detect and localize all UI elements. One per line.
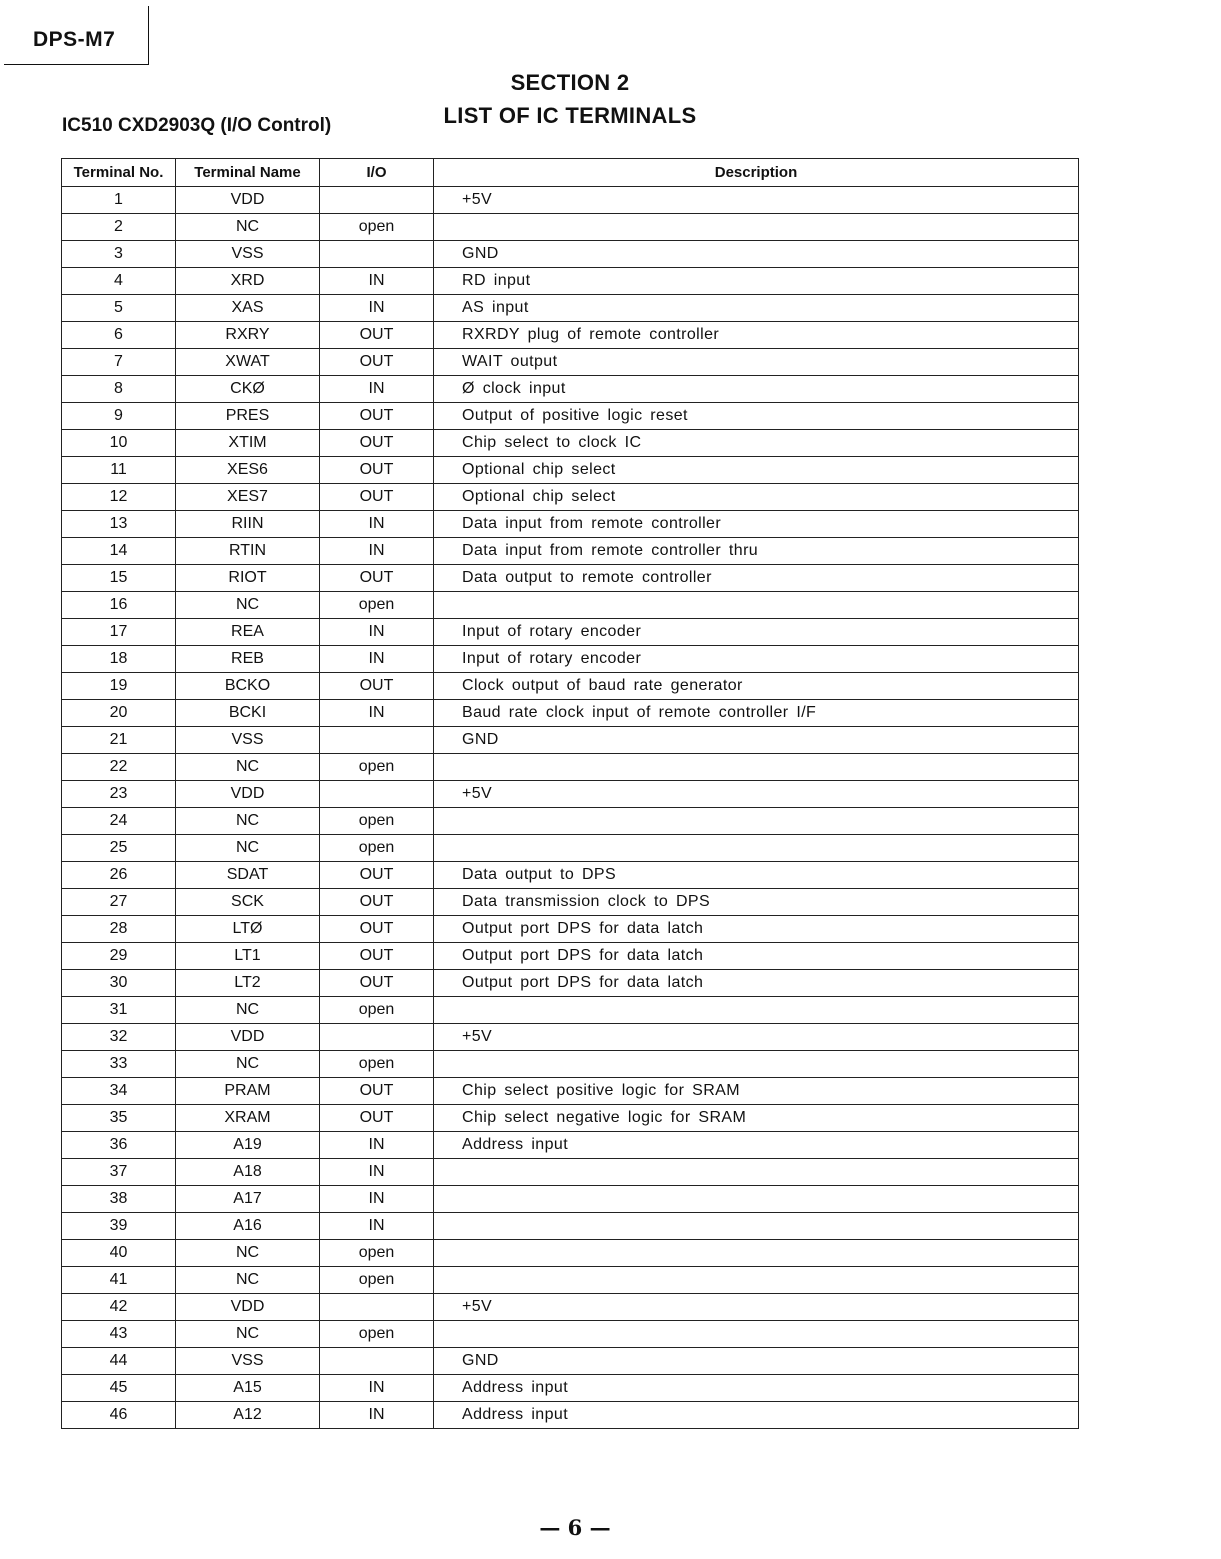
io-cell: open <box>320 1051 434 1078</box>
description-cell <box>434 808 1079 835</box>
io-cell: OUT <box>320 943 434 970</box>
terminal-no-cell: 22 <box>62 754 176 781</box>
terminal-name-cell: LT2 <box>176 970 320 997</box>
terminal-no-cell: 14 <box>62 538 176 565</box>
terminal-no-cell: 8 <box>62 376 176 403</box>
terminal-name-cell: NC <box>176 1267 320 1294</box>
io-cell: OUT <box>320 322 434 349</box>
terminal-name-cell: REA <box>176 619 320 646</box>
description-cell: GND <box>434 727 1079 754</box>
io-cell: OUT <box>320 1105 434 1132</box>
io-cell: OUT <box>320 430 434 457</box>
description-cell: Data transmission clock to DPS <box>434 889 1079 916</box>
io-cell: OUT <box>320 1078 434 1105</box>
description-cell <box>434 592 1079 619</box>
terminal-no-cell: 23 <box>62 781 176 808</box>
description-cell: Data input from remote controller <box>434 511 1079 538</box>
io-cell: IN <box>320 700 434 727</box>
terminal-name-cell: RXRY <box>176 322 320 349</box>
terminal-no-cell: 36 <box>62 1132 176 1159</box>
table-row <box>62 322 1079 349</box>
ic-terminals-table <box>61 158 1079 1429</box>
io-cell: OUT <box>320 862 434 889</box>
table-row <box>62 1375 1079 1402</box>
description-cell: AS input <box>434 295 1079 322</box>
io-cell <box>320 1348 434 1375</box>
terminal-name-cell: VDD <box>176 1024 320 1051</box>
terminal-name-cell: VDD <box>176 781 320 808</box>
table-header-row <box>62 159 1079 187</box>
io-cell: IN <box>320 1213 434 1240</box>
table-row <box>62 1402 1079 1429</box>
table-row <box>62 727 1079 754</box>
terminal-no-cell: 10 <box>62 430 176 457</box>
io-cell: OUT <box>320 565 434 592</box>
table-row <box>62 565 1079 592</box>
terminal-no-cell: 30 <box>62 970 176 997</box>
description-cell: +5V <box>434 187 1079 214</box>
terminal-no-cell: 12 <box>62 484 176 511</box>
terminal-name-cell: XES6 <box>176 457 320 484</box>
section-title: LIST OF IC TERMINALS <box>443 103 697 128</box>
terminal-name-cell: REB <box>176 646 320 673</box>
terminal-no-cell: 41 <box>62 1267 176 1294</box>
table-row <box>62 1159 1079 1186</box>
io-cell: open <box>320 1240 434 1267</box>
terminal-name-cell: NC <box>176 997 320 1024</box>
terminal-no-cell: 7 <box>62 349 176 376</box>
io-cell: OUT <box>320 916 434 943</box>
description-cell <box>434 1051 1079 1078</box>
section-number: SECTION 2 <box>510 70 630 95</box>
terminal-no-cell: 42 <box>62 1294 176 1321</box>
table-row <box>62 1240 1079 1267</box>
io-cell: OUT <box>320 484 434 511</box>
terminal-no-cell: 29 <box>62 943 176 970</box>
table-row <box>62 1186 1079 1213</box>
table-row <box>62 1078 1079 1105</box>
terminal-no-cell: 38 <box>62 1186 176 1213</box>
table-row <box>62 484 1079 511</box>
io-cell: open <box>320 1267 434 1294</box>
table-row <box>62 295 1079 322</box>
io-cell: open <box>320 592 434 619</box>
io-cell: IN <box>320 1186 434 1213</box>
header-terminal-name: Terminal Name <box>176 159 320 187</box>
io-cell: open <box>320 754 434 781</box>
io-cell <box>320 727 434 754</box>
table-row <box>62 781 1079 808</box>
table-row <box>62 646 1079 673</box>
table-row <box>62 187 1079 214</box>
table-row <box>62 592 1079 619</box>
terminal-no-cell: 28 <box>62 916 176 943</box>
terminal-name-cell: SCK <box>176 889 320 916</box>
terminal-no-cell: 9 <box>62 403 176 430</box>
io-cell <box>320 241 434 268</box>
terminal-name-cell: XES7 <box>176 484 320 511</box>
terminal-no-cell: 32 <box>62 1024 176 1051</box>
description-cell: RXRDY plug of remote controller <box>434 322 1079 349</box>
ic-title: IC510 CXD2903Q (I/O Control) <box>62 115 332 136</box>
table-row <box>62 268 1079 295</box>
table-row <box>62 1294 1079 1321</box>
table-row <box>62 997 1079 1024</box>
description-cell: Input of rotary encoder <box>434 619 1079 646</box>
description-cell: Chip select to clock IC <box>434 430 1079 457</box>
table-row <box>62 808 1079 835</box>
terminal-name-cell: NC <box>176 808 320 835</box>
terminal-no-cell: 34 <box>62 1078 176 1105</box>
terminal-no-cell: 35 <box>62 1105 176 1132</box>
table-row <box>62 1348 1079 1375</box>
terminal-name-cell: BCKI <box>176 700 320 727</box>
description-cell: Address input <box>434 1402 1079 1429</box>
description-cell: Ø clock input <box>434 376 1079 403</box>
terminal-name-cell: A15 <box>176 1375 320 1402</box>
description-cell <box>434 1321 1079 1348</box>
io-cell: IN <box>320 1375 434 1402</box>
terminal-name-cell: VSS <box>176 727 320 754</box>
description-cell: Output of positive logic reset <box>434 403 1079 430</box>
terminal-name-cell: A18 <box>176 1159 320 1186</box>
terminal-name-cell: A19 <box>176 1132 320 1159</box>
terminal-name-cell: XWAT <box>176 349 320 376</box>
description-cell: WAIT output <box>434 349 1079 376</box>
table-row <box>62 916 1079 943</box>
terminal-no-cell: 25 <box>62 835 176 862</box>
terminal-name-cell: BCKO <box>176 673 320 700</box>
terminal-name-cell: VDD <box>176 1294 320 1321</box>
io-cell: OUT <box>320 889 434 916</box>
description-cell: Baud rate clock input of remote controller I/F <box>434 700 1079 727</box>
table-row <box>62 862 1079 889</box>
terminal-name-cell: A17 <box>176 1186 320 1213</box>
io-cell: open <box>320 997 434 1024</box>
terminal-no-cell: 44 <box>62 1348 176 1375</box>
io-cell: IN <box>320 619 434 646</box>
terminal-no-cell: 20 <box>62 700 176 727</box>
header-description: Description <box>434 159 1079 187</box>
terminal-no-cell: 45 <box>62 1375 176 1402</box>
table-row <box>62 457 1079 484</box>
description-cell: +5V <box>434 1294 1079 1321</box>
terminal-name-cell: VDD <box>176 187 320 214</box>
terminal-name-cell: RIIN <box>176 511 320 538</box>
terminal-name-cell: A12 <box>176 1402 320 1429</box>
terminal-name-cell: PRES <box>176 403 320 430</box>
terminal-name-cell: VSS <box>176 1348 320 1375</box>
terminal-name-cell: XAS <box>176 295 320 322</box>
terminal-no-cell: 2 <box>62 214 176 241</box>
io-cell <box>320 781 434 808</box>
table-row <box>62 754 1079 781</box>
terminal-no-cell: 17 <box>62 619 176 646</box>
description-cell: Optional chip select <box>434 484 1079 511</box>
description-cell: Optional chip select <box>434 457 1079 484</box>
terminal-no-cell: 37 <box>62 1159 176 1186</box>
terminal-no-cell: 31 <box>62 997 176 1024</box>
io-cell: open <box>320 214 434 241</box>
description-cell: GND <box>434 241 1079 268</box>
terminal-name-cell: NC <box>176 1051 320 1078</box>
description-cell: Chip select positive logic for SRAM <box>434 1078 1079 1105</box>
table-row <box>62 673 1079 700</box>
io-cell: IN <box>320 295 434 322</box>
io-cell: IN <box>320 646 434 673</box>
terminal-name-cell: PRAM <box>176 1078 320 1105</box>
terminal-name-cell: VSS <box>176 241 320 268</box>
description-cell: Clock output of baud rate generator <box>434 673 1079 700</box>
terminal-no-cell: 15 <box>62 565 176 592</box>
description-cell <box>434 997 1079 1024</box>
table-row <box>62 214 1079 241</box>
description-cell: Output port DPS for data latch <box>434 970 1079 997</box>
terminal-name-cell: XRD <box>176 268 320 295</box>
table-row <box>62 403 1079 430</box>
io-cell: IN <box>320 376 434 403</box>
table-row <box>62 1213 1079 1240</box>
io-cell: open <box>320 1321 434 1348</box>
description-cell: GND <box>434 1348 1079 1375</box>
terminal-no-cell: 18 <box>62 646 176 673</box>
table-row <box>62 1267 1079 1294</box>
terminal-name-cell: CKØ <box>176 376 320 403</box>
table-row <box>62 835 1079 862</box>
terminal-no-cell: 27 <box>62 889 176 916</box>
io-cell: IN <box>320 511 434 538</box>
io-cell <box>320 1024 434 1051</box>
terminal-name-cell: RTIN <box>176 538 320 565</box>
description-cell: RD input <box>434 268 1079 295</box>
header-terminal-no: Terminal No. <box>62 159 176 187</box>
description-cell: +5V <box>434 781 1079 808</box>
description-cell: Input of rotary encoder <box>434 646 1079 673</box>
table-row <box>62 349 1079 376</box>
table-body <box>62 187 1079 1429</box>
table-row <box>62 970 1079 997</box>
io-cell: OUT <box>320 457 434 484</box>
description-cell <box>434 754 1079 781</box>
table-row <box>62 889 1079 916</box>
description-cell <box>434 835 1079 862</box>
terminal-name-cell: NC <box>176 592 320 619</box>
io-cell: IN <box>320 1132 434 1159</box>
terminal-no-cell: 13 <box>62 511 176 538</box>
terminal-name-cell: NC <box>176 1321 320 1348</box>
table-row <box>62 1105 1079 1132</box>
terminal-name-cell: NC <box>176 214 320 241</box>
terminal-no-cell: 43 <box>62 1321 176 1348</box>
description-cell <box>434 214 1079 241</box>
table-row <box>62 1132 1079 1159</box>
description-cell <box>434 1213 1079 1240</box>
header-io: I/O <box>320 159 434 187</box>
io-cell: open <box>320 835 434 862</box>
io-cell: IN <box>320 538 434 565</box>
description-cell: Address input <box>434 1375 1079 1402</box>
terminal-name-cell: A16 <box>176 1213 320 1240</box>
description-cell: Data output to DPS <box>434 862 1079 889</box>
terminal-name-cell: XRAM <box>176 1105 320 1132</box>
table-row <box>62 1051 1079 1078</box>
table-row <box>62 430 1079 457</box>
terminal-no-cell: 33 <box>62 1051 176 1078</box>
description-cell <box>434 1240 1079 1267</box>
io-cell: OUT <box>320 970 434 997</box>
table-row <box>62 241 1079 268</box>
terminal-name-cell: NC <box>176 835 320 862</box>
table-row <box>62 511 1079 538</box>
terminal-no-cell: 5 <box>62 295 176 322</box>
io-cell <box>320 187 434 214</box>
description-cell: Data input from remote controller thru <box>434 538 1079 565</box>
table-row <box>62 1321 1079 1348</box>
description-cell: +5V <box>434 1024 1079 1051</box>
description-cell <box>434 1267 1079 1294</box>
io-cell: open <box>320 808 434 835</box>
terminal-no-cell: 19 <box>62 673 176 700</box>
io-cell: IN <box>320 1159 434 1186</box>
description-cell: Data output to remote controller <box>434 565 1079 592</box>
table-row <box>62 376 1079 403</box>
description-cell: Output port DPS for data latch <box>434 943 1079 970</box>
terminal-name-cell: LTØ <box>176 916 320 943</box>
terminal-no-cell: 46 <box>62 1402 176 1429</box>
description-cell <box>434 1186 1079 1213</box>
description-cell: Chip select negative logic for SRAM <box>434 1105 1079 1132</box>
terminal-no-cell: 16 <box>62 592 176 619</box>
table-row <box>62 1024 1079 1051</box>
terminal-no-cell: 4 <box>62 268 176 295</box>
terminal-no-cell: 6 <box>62 322 176 349</box>
terminal-name-cell: XTIM <box>176 430 320 457</box>
io-cell: OUT <box>320 403 434 430</box>
table-row <box>62 619 1079 646</box>
table-row <box>62 943 1079 970</box>
terminal-no-cell: 11 <box>62 457 176 484</box>
page-number: — 6 — <box>539 1515 611 1540</box>
io-cell: IN <box>320 1402 434 1429</box>
terminal-no-cell: 24 <box>62 808 176 835</box>
terminal-no-cell: 39 <box>62 1213 176 1240</box>
terminal-name-cell: NC <box>176 754 320 781</box>
terminal-name-cell: RIOT <box>176 565 320 592</box>
terminal-no-cell: 1 <box>62 187 176 214</box>
terminal-no-cell: 3 <box>62 241 176 268</box>
description-cell: Address input <box>434 1132 1079 1159</box>
terminal-name-cell: LT1 <box>176 943 320 970</box>
io-cell: OUT <box>320 673 434 700</box>
table-row <box>62 700 1079 727</box>
description-cell <box>434 1159 1079 1186</box>
io-cell: IN <box>320 268 434 295</box>
terminal-no-cell: 40 <box>62 1240 176 1267</box>
terminal-no-cell: 26 <box>62 862 176 889</box>
terminal-name-cell: SDAT <box>176 862 320 889</box>
model-label: DPS-M7 <box>33 28 116 51</box>
description-cell: Output port DPS for data latch <box>434 916 1079 943</box>
io-cell: OUT <box>320 349 434 376</box>
terminal-name-cell: NC <box>176 1240 320 1267</box>
io-cell <box>320 1294 434 1321</box>
table-row <box>62 538 1079 565</box>
terminal-no-cell: 21 <box>62 727 176 754</box>
